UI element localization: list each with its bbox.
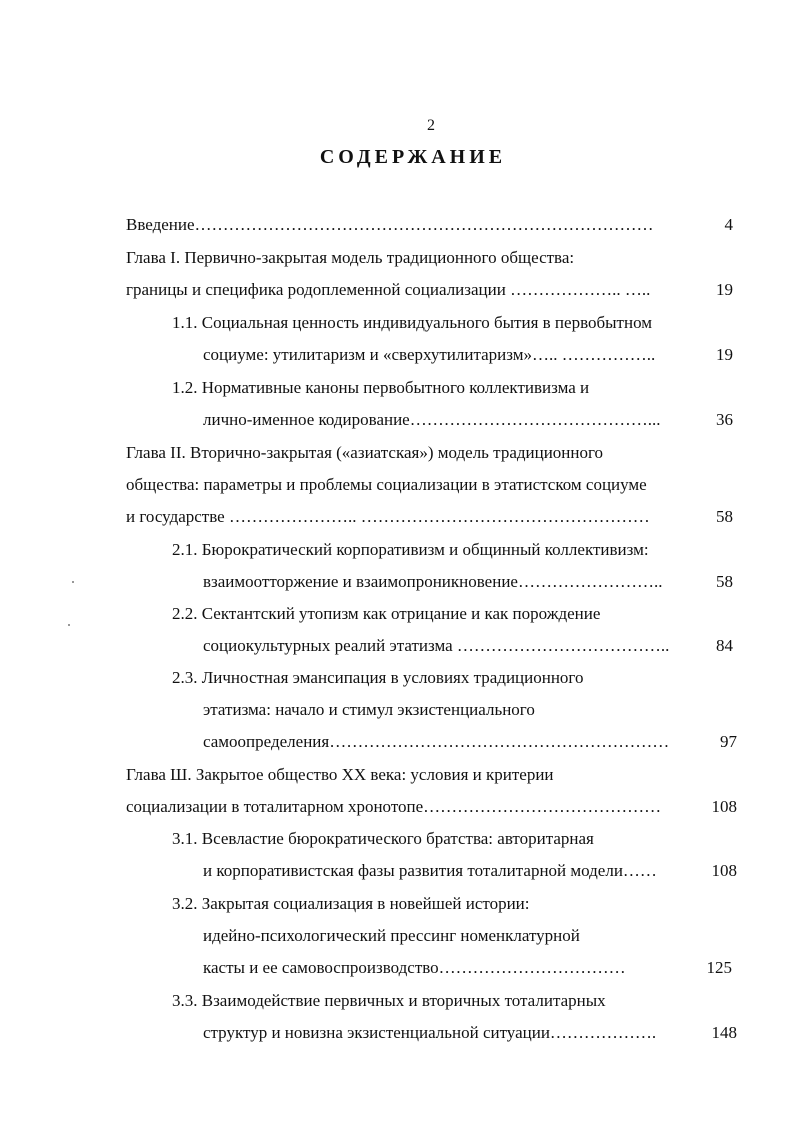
toc-line: 3.1. Всевластие бюрократического братства: авторитарная [172,829,594,848]
toc-page: 125 [706,958,732,977]
toc-line: границы и специфика родоплеменной социализации ……………….. ….. [126,280,651,299]
toc-page: 19 [716,280,733,299]
page-title: СОДЕРЖАНИЕ [319,146,507,168]
toc-line: социуме: утилитаризм и «сверхутилитаризм»….. …………….. [203,345,656,364]
toc-page: 148 [711,1023,737,1042]
toc-line: Глава Ш. Закрытое общество XX века: условия и критерии [126,765,554,784]
toc-page: 84 [716,636,733,655]
toc-line: 2.3. Личностная эмансипация в условиях традиционного [172,668,584,687]
toc-line: и государстве ………………….. …………………………………………… [126,507,650,526]
toc-line: лично-именное кодирование……………………………………... [203,410,661,429]
scan-speck [68,624,70,626]
toc-line: и корпоративистская фазы развития тоталитарной модели…… [203,861,657,880]
toc-line: 1.1. Социальная ценность индивидуального бытия в первобытном [172,313,653,332]
toc-page: 58 [716,572,733,591]
scan-speck [72,581,74,583]
toc-line: 1.2. Нормативные каноны первобытного коллективизма и [172,378,590,397]
toc-line: 2.1. Бюрократический корпоративизм и общинный коллективизм: [172,540,649,559]
toc-page: 36 [716,410,733,429]
toc-line: взаимоотторжение и взаимопроникновение…………………….. [203,572,663,591]
toc-line: 3.2. Закрытая социализация в новейшей истории: [172,894,530,913]
page-number: 2 [427,117,435,134]
toc-line: Введение……………………………………………………………………… [126,215,654,234]
toc-line: идейно-психологический прессинг номенклатурной [203,926,580,945]
toc-line: структур и новизна экзистенциальной ситуации………………. [203,1023,657,1042]
toc-line: 2.2. Сектантский утопизм как отрицание и как порождение [172,604,601,623]
toc-page: 97 [720,732,737,751]
toc-line: касты и ее самовоспроизводство…………………………… [203,958,626,977]
toc-page: 108 [711,797,737,816]
toc-line: Глава II. Вторично-закрытая («азиатская») модель традиционного [126,443,604,462]
toc-line: социокультурных реалий этатизма ……………………………….. [203,636,670,655]
toc-line: 3.3. Взаимодействие первичных и вторичных тоталитарных [172,991,606,1010]
toc-page: 4 [724,215,733,234]
toc-line: самоопределения…………………………………………………… [203,732,670,751]
toc-line: этатизма: начало и стимул экзистенциального [203,700,535,719]
toc-line: социализации в тоталитарном хронотопе…………………………………… [126,797,662,816]
toc-page: 108 [711,861,737,880]
toc-page: 19 [716,345,733,364]
toc-line: общества: параметры и проблемы социализации в этатистском социуме [126,475,647,494]
toc-page: 58 [716,507,733,526]
toc-line: Глава I. Первично-закрытая модель традиционного общества: [126,248,575,267]
